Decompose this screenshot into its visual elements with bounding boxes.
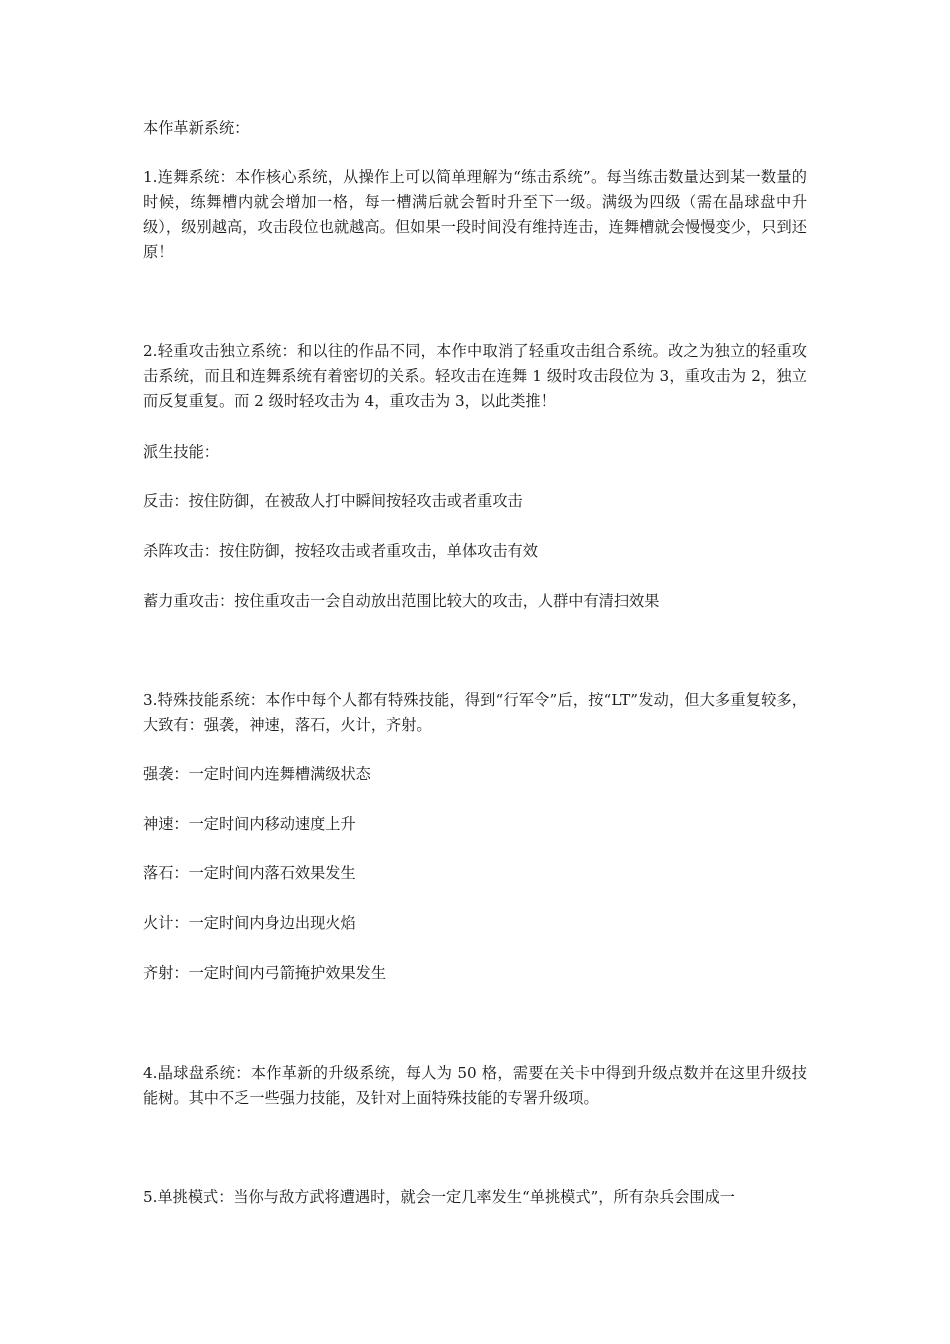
- skill-formation-attack: 杀阵攻击：按住防御，按轻攻击或者重攻击，单体攻击有效: [143, 542, 538, 560]
- section-combo-dance-system: 1.连舞系统：本作核心系统，从操作上可以简单理解为“练击系统”。每当练击数量达到某一数量的时候，练舞槽内就会增加一格，每一槽满后就会暂时升至下一级。满级为四级（需在晶球盘中升级），级别越高，攻击段位也就越高。但如果一段时间没有维持连击，连舞槽就会慢慢变少，只到还原！: [143, 168, 807, 261]
- section-duel-mode: 5.单挑模式：当你与敌方武将遭遇时，就会一定几率发生“单挑模式”，所有杂兵会围成一: [143, 1188, 735, 1206]
- skill-counter: 反击：按住防御，在被敌人打中瞬间按轻攻击或者重攻击: [143, 492, 523, 510]
- document-heading: 本作革新系统：: [143, 119, 250, 137]
- special-skill-godspeed: 神速：一定时间内移动速度上升: [143, 815, 356, 833]
- special-skill-volley: 齐射：一定时间内弓箭掩护效果发生: [143, 964, 386, 982]
- section-special-skill-system: 3.特殊技能系统：本作中每个人都有特殊技能，得到“行军令”后，按“LT”发动，但大多重复较多，大致有：强袭，神速，落石，火计，齐射。: [143, 691, 807, 734]
- special-skill-fire-tactic: 火计：一定时间内身边出现火焰: [143, 914, 356, 932]
- skill-charged-heavy-attack: 蓄力重攻击：按住重攻击一会自动放出范围比较大的攻击，人群中有清扫效果: [143, 592, 660, 610]
- special-skill-assault: 强袭：一定时间内连舞槽满级状态: [143, 765, 371, 783]
- section-orb-board-system: 4.晶球盘系统：本作革新的升级系统，每人为 50 格，需要在关卡中得到升级点数并在这里升级技能树。其中不乏一些强力技能，及针对上面特殊技能的专署升级项。: [143, 1064, 807, 1107]
- derived-skills-heading: 派生技能：: [143, 443, 219, 461]
- special-skill-rockfall: 落石：一定时间内落石效果发生: [143, 864, 356, 882]
- section-light-heavy-attack-system: 2.轻重攻击独立系统：和以往的作品不同，本作中取消了轻重攻击组合系统。改之为独立的轻重攻击系统，而且和连舞系统有着密切的关系。轻攻击在连舞 1 级时攻击段位为 3，重攻击为 2，独立而反复重复。而 2 级时轻攻击为 4，重攻击为 3，以此类推！: [143, 342, 807, 410]
